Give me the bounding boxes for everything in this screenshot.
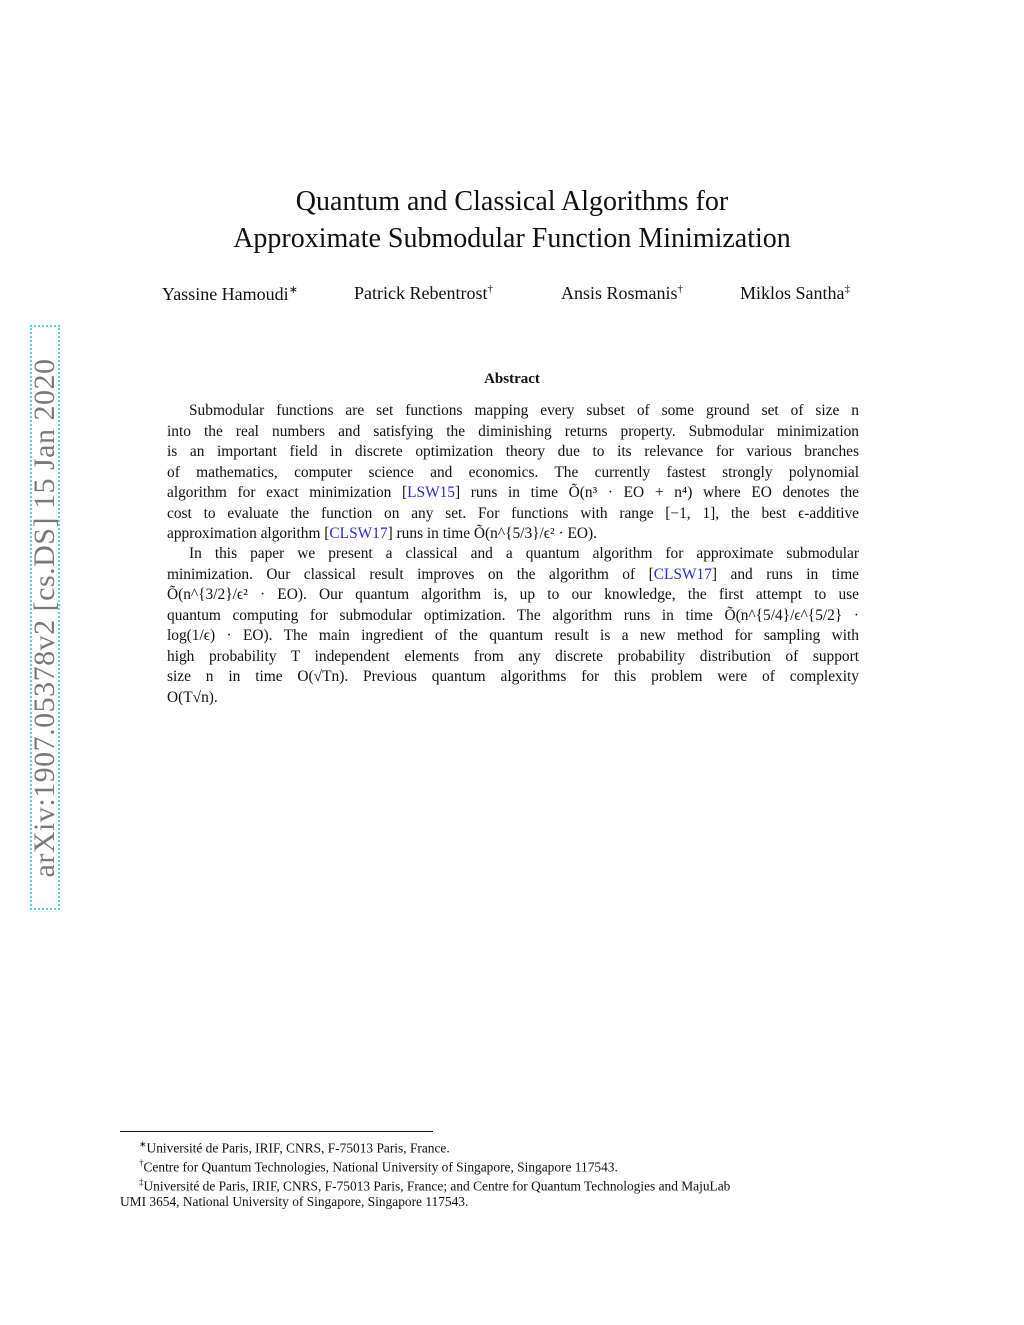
- title-line-2: Approximate Submodular Function Minimization: [233, 223, 791, 254]
- citation-lsw15-link[interactable]: LSW15: [407, 484, 456, 501]
- author-3: Ansis Rosmanis†: [561, 283, 684, 303]
- arxiv-identifier-stamp: [30, 325, 60, 910]
- citation-clsw17-link[interactable]: CLSW17: [653, 565, 712, 583]
- citation-clsw17-link[interactable]: CLSW17: [329, 525, 388, 542]
- author-1: Yassine Hamoudi∗: [162, 284, 298, 304]
- abstract-line: cost to evaluate the function on any set. For functions with range [−1, 1], the best ϵ-additive: [167, 504, 859, 522]
- abstract-line: size n in time O(√Tn). Previous quantum algorithms for this problem were of complexity: [167, 668, 859, 685]
- abstract-line: into the real numbers and satisfying the diminishing returns property. Submodular minimization: [167, 422, 859, 440]
- author-2: Patrick Rebentrost†: [354, 283, 493, 303]
- abstract-line: algorithm for exact minimization [LSW15] runs in time Õ(n³ · EO + n⁴) where EO denotes the: [167, 484, 859, 501]
- paper-title: [150, 183, 874, 257]
- abstract-line: approximation algorithm [CLSW17] runs in time Õ(n^{5/3}/ϵ² · EO).: [167, 525, 597, 542]
- abstract-paragraph-1: [167, 401, 859, 545]
- author-4: Miklos Santha‡: [740, 283, 851, 303]
- footnote-2: †Centre for Quantum Technologies, National University of Singapore, Singapore 117543.: [139, 1158, 618, 1175]
- footnote-divider: [120, 1131, 433, 1132]
- abstract-line: high probability T independent elements from any discrete probability distribution of support: [167, 647, 859, 665]
- abstract-line: is an important field in discrete optimization theory due to its relevance for various branches: [167, 443, 859, 460]
- abstract-line: O(T√n).: [167, 688, 218, 706]
- abstract-line: of mathematics, computer science and economics. The currently fastest strongly polynomial: [167, 463, 859, 481]
- abstract-line: quantum computing for submodular optimization. The algorithm runs in time Õ(n^{5/4}/ϵ^{5/2} ·: [167, 606, 859, 624]
- arxiv-identifier-text: arXiv:1907.05378v2 [cs.DS] 15 Jan 2020: [28, 358, 61, 877]
- footnote-3-continued: UMI 3654, National University of Singapore, Singapore 117543.: [120, 1194, 469, 1209]
- title-line-1: Quantum and Classical Algorithms for: [295, 186, 729, 217]
- abstract-line: minimization. Our classical result improves on the algorithm of [CLSW17] and runs in time: [167, 565, 859, 583]
- abstract-heading: Abstract: [484, 371, 540, 387]
- abstract-line: Õ(n^{3/2}/ϵ² · EO). Our quantum algorithm is, up to our knowledge, the first attempt to use: [167, 586, 859, 603]
- abstract-line: In this paper we present a classical and a quantum algorithm for approximate submodular: [189, 545, 859, 562]
- footnote-1: ∗Université de Paris, IRIF, CNRS, F-75013 Paris, France.: [139, 1139, 450, 1156]
- abstract-line: Submodular functions are set functions mapping every subset of some ground set of size n: [189, 402, 859, 419]
- abstract-line: log(1/ϵ) · EO). The main ingredient of the quantum result is a new method for sampling with: [167, 627, 859, 644]
- footnote-3: ‡Université de Paris, IRIF, CNRS, F-75013 Paris, France; and Centre for Quantum Technologies and MajuLab: [139, 1177, 731, 1194]
- abstract-paragraph-2: [167, 544, 859, 708]
